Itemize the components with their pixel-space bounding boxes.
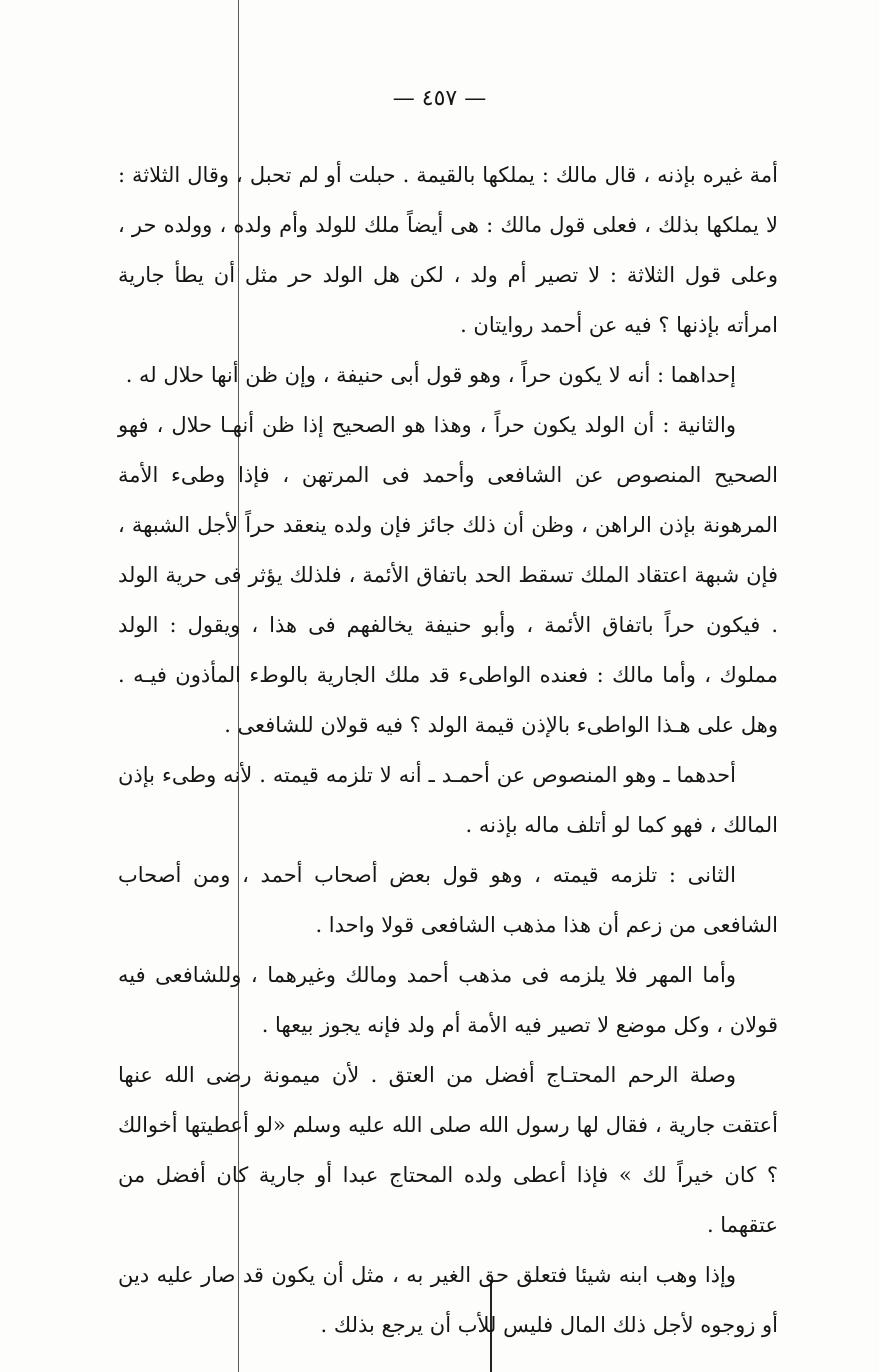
page-number: — ٤٥٧ — <box>392 86 487 111</box>
paragraph: الثانى : تلزمه قيمته ، وهو قول بعض أصحاب أحمد ، ومن أصحاب الشافعى من زعم أن هذا مذهب الشافعى قولا واحدا . <box>118 863 778 937</box>
paragraph: وصلة الرحم المحتـاج أفضل من العتق . لأن ميمونة رضى الله عنها أعتقت جارية ، فقال لها رسول الله صلى الله عليه وسلم «لو أعطيتها أخوالك ؟ كان خيراً لك » فإذا أعطى ولده المحتاج عبدا أو جارية كان أفضل من عتقهما . <box>118 1063 778 1237</box>
paragraph: أحدهما ـ وهو المنصوص عن أحمـد ـ أنه لا تلزمه قيمته . لأنه وطىء بإذن المالك ، فهو كما لو أتلف ماله بإذنه . <box>118 763 778 837</box>
paragraph: والثانية : أن الولد يكون حراً ، وهذا هو الصحيح إذا ظن أنهـا حلال ، فهو الصحيح المنصوص عن الشافعى وأحمد فى المرتهن ، فإذا وطىء الأمة المرهونة بإذن الراهن ، وظن أن ذلك جائز فإن ولده ينعقد حراً لأجل الشبهة ، فإن شبهة اعتقاد الملك تسقط الحد باتفاق الأئمة ، فلذلك يؤثر فى حرية الولد . فيكون حراً باتفاق الأئمة ، وأبو حنيفة يخالفهم فى هذا ، ويقول : الولد مملوك ، وأما مالك : فعنده الواطىء قد ملك الجارية بالوطء المأذون فيـه . وهل على هـذا الواطىء بالإذن قيمة الولد ؟ فيه قولان للشافعى . <box>118 413 778 737</box>
paragraph: وإذا وهب ابنه شيئا فتعلق حق الغير به ، مثل أن يكون قد صار عليه دين أو زوجوه لأجل ذلك المال فليس للأب أن يرجع بذلك . <box>118 1263 778 1337</box>
paragraph: إحداهما : أنه لا يكون حراً ، وهو قول أبى حنيفة ، وإن ظن أنها حلال له . <box>125 363 736 387</box>
paragraph: وأما المهر فلا يلزمه فى مذهب أحمد ومالك وغيرهما ، وللشافعى فيه قولان ، وكل موضع لا تصير فيه الأمة أم ولد فإنه يجوز بيعها . <box>118 963 778 1037</box>
paragraph: أمة غيره بإذنه ، قال مالك : يملكها بالقيمة . حبلت أو لم تحبل ، وقال الثلاثة : لا يملكها بذلك ، فعلى قول مالك : هى أيضاً ملك للولد وأم ولده ، وولده حر ، وعلى قول الثلاثة : لا تصير أم ولد ، لكن هل الولد حر مثل أن يطأ جارية امرأته بإذنها ؟ فيه عن أحمد روايتان . <box>118 163 778 337</box>
body-text <box>118 150 778 1350</box>
